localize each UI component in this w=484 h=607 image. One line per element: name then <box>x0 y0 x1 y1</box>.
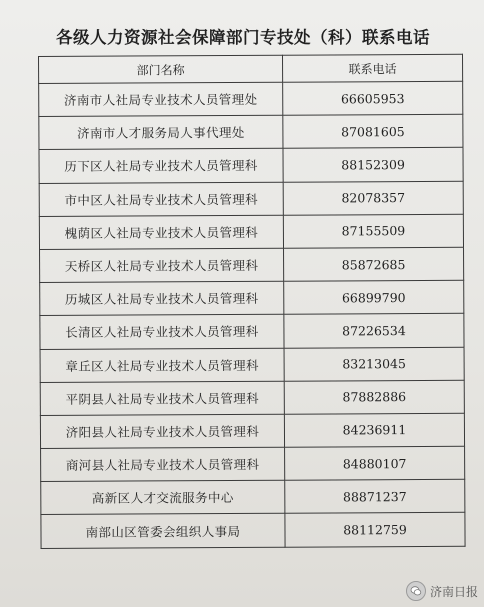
table-row <box>39 148 463 183</box>
table-row <box>41 480 465 515</box>
table-row <box>39 81 463 116</box>
table-row <box>39 214 463 249</box>
table-row <box>39 181 463 216</box>
phone-number-cell: 66605953 <box>283 81 463 115</box>
department-name-cell: 章丘区人社局专业技术人员管理科 <box>40 348 284 382</box>
phone-number-cell: 88152309 <box>283 148 463 182</box>
department-name-cell: 历下区人社局专业技术人员管理科 <box>39 149 283 183</box>
phone-number-cell: 87081605 <box>283 114 463 148</box>
phone-number-cell: 88871237 <box>285 480 465 514</box>
source-watermark <box>406 581 478 601</box>
table-header-row <box>39 54 463 83</box>
phone-number-cell: 87155509 <box>283 214 463 248</box>
department-name-cell: 天桥区人社局专业技术人员管理科 <box>40 248 284 282</box>
phone-number-cell: 84236911 <box>284 413 464 447</box>
department-name-cell: 市中区人社局专业技术人员管理科 <box>39 182 283 216</box>
table-row <box>41 513 465 548</box>
phone-number-cell: 83213045 <box>284 347 464 381</box>
column-header-dept: 部门名称 <box>39 55 283 83</box>
department-name-cell: 济南市人才服务局人事代理处 <box>39 115 283 149</box>
table-row <box>40 280 464 315</box>
department-name-cell: 高新区人才交流服务中心 <box>41 480 285 514</box>
phone-number-cell: 66899790 <box>284 280 464 314</box>
department-name-cell: 槐荫区人社局专业技术人员管理科 <box>39 215 283 249</box>
department-name-cell: 商河县人社局专业技术人员管理科 <box>41 447 285 481</box>
phone-number-cell: 84880107 <box>285 446 465 480</box>
phone-number-cell: 85872685 <box>284 247 464 281</box>
phone-number-cell: 82078357 <box>283 181 463 215</box>
department-name-cell: 南部山区管委会组织人事局 <box>41 514 285 548</box>
table-row <box>41 446 465 481</box>
table-row <box>40 314 464 349</box>
department-name-cell: 历城区人社局专业技术人员管理科 <box>40 281 284 315</box>
table-row <box>40 247 464 282</box>
phone-number-cell: 87882886 <box>284 380 464 414</box>
watermark-text: 济南日报 <box>429 584 478 599</box>
table-row <box>40 380 464 415</box>
phone-number-cell: 88112759 <box>285 513 465 547</box>
column-header-phone: 联系电话 <box>282 54 462 82</box>
department-name-cell: 济南市人社局专业技术人员管理处 <box>39 82 283 116</box>
wechat-icon <box>406 581 426 601</box>
table-row <box>40 347 464 382</box>
page-title: 各级人力资源社会保障部门专技处（科）联系电话 <box>56 28 430 47</box>
department-name-cell: 济阳县人社局专业技术人员管理科 <box>40 414 284 448</box>
table-row <box>39 114 463 149</box>
department-name-cell: 长清区人社局专业技术人员管理科 <box>40 315 284 349</box>
table-row <box>40 413 464 448</box>
department-name-cell: 平阴县人社局专业技术人员管理科 <box>40 381 284 415</box>
contact-table <box>38 54 466 549</box>
phone-number-cell: 87226534 <box>284 314 464 348</box>
